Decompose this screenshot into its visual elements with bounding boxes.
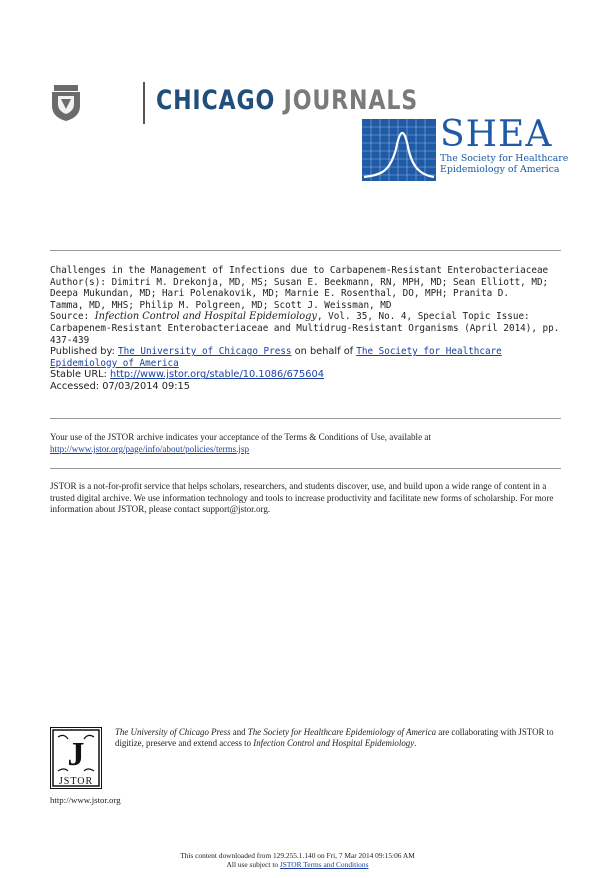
accessed-date: Accessed: 07/03/2014 09:15: [50, 380, 191, 392]
collaboration-notice: The University of Chicago Press and The Society for Healthcare Epidemiology of America are collaborating with JSTOR to digitize, preserve and extend access to Infection Control and Hospital Epidemiology.: [115, 727, 554, 749]
publisher-link-shea[interactable]: The Society for Healthcare Epidemiology of America: [50, 346, 502, 369]
publisher-link-chicago-press[interactable]: The University of Chicago Press: [118, 346, 292, 358]
source-line: Source: Infection Control and Hospital Epidemiology, Vol. 35, No. 4, Special Topic Issue:: [50, 311, 530, 323]
stable-url-link[interactable]: http://www.jstor.org/stable/10.1086/675604: [110, 369, 324, 381]
terms-link[interactable]: http://www.jstor.org/page/info/about/policies/terms.jsp: [50, 443, 250, 454]
stable-url: Stable URL: http://www.jstor.org/stable/10.1086/675604: [50, 369, 324, 381]
divider-top: [50, 250, 561, 251]
authors-line: Deepa Mukundan, MD; Hari Polenakovik, MD; Marnie E. Rosenthal, DO, MPH; Pranita D.: [50, 288, 509, 300]
published-by: Published by: The University of Chicago Press on behalf of The Society for Healthcare Epidemiology of America: [50, 346, 502, 369]
shea-acronym: SHEA: [440, 114, 553, 155]
chicago-journals-logo: [50, 80, 419, 126]
shea-subtitle: The Society for Healthcare Epidemiology of America: [440, 153, 569, 175]
jstor-logo-icon: [50, 727, 102, 789]
epidemic-curve-icon: [362, 119, 436, 181]
download-footer: This content downloaded from 129.255.1.140 on Fri, 7 Mar 2014 09:15:06 AM All use subject to JSTOR Terms and Conditions: [180, 851, 415, 869]
shea-logo: [362, 114, 569, 181]
article-title: Challenges in the Management of Infections due to Carbapenem-Resistant Enterobacteriaceae: [50, 265, 549, 276]
source-pages: 437-439: [50, 334, 90, 346]
authors-line: Tamma, MD, MHS; Philip M. Polgreen, MD; Scott J. Weissman, MD: [50, 299, 392, 311]
jstor-url: http://www.jstor.org: [50, 795, 121, 805]
terms-notice: Your use of the JSTOR archive indicates your acceptance of the Terms & Conditions of Use, available at http://www.jstor.org/page/info/about/policies/terms.jsp: [50, 432, 431, 454]
journal-name: Infection Control and Hospital Epidemiology: [94, 311, 317, 323]
divider-lower: [50, 468, 561, 469]
divider-middle: [50, 418, 561, 419]
source-line: Carbapenem-Resistant Enterobacteriaceae and Multidrug-Resistant Organisms (April 2014), pp.: [50, 322, 560, 334]
chicago-journals-wordmark: CHICAGO JOURNALS: [156, 85, 419, 116]
jstor-terms-link[interactable]: JSTOR Terms and Conditions: [279, 860, 369, 869]
university-seal-icon: [50, 84, 82, 122]
jstor-about: JSTOR is a not-for-profit service that helps scholars, researchers, and students discover, use, and build upon a wide range of content in a trusted digital archive. We use information technology and tools to increase productivity and facilitate new forms of scholarship. For more information about JSTOR, please contact support@jstor.org.: [50, 481, 554, 515]
authors-line: Author(s): Dimitri M. Drekonja, MD, MS; Susan E. Beekmann, RN, MPH, MD; Sean Elliott, MD;: [50, 276, 549, 288]
svg-text:J: J: [67, 736, 85, 773]
citation-block: [50, 265, 562, 393]
logo-divider: [143, 82, 145, 124]
jstor-logo-text: JSTOR: [58, 776, 94, 787]
